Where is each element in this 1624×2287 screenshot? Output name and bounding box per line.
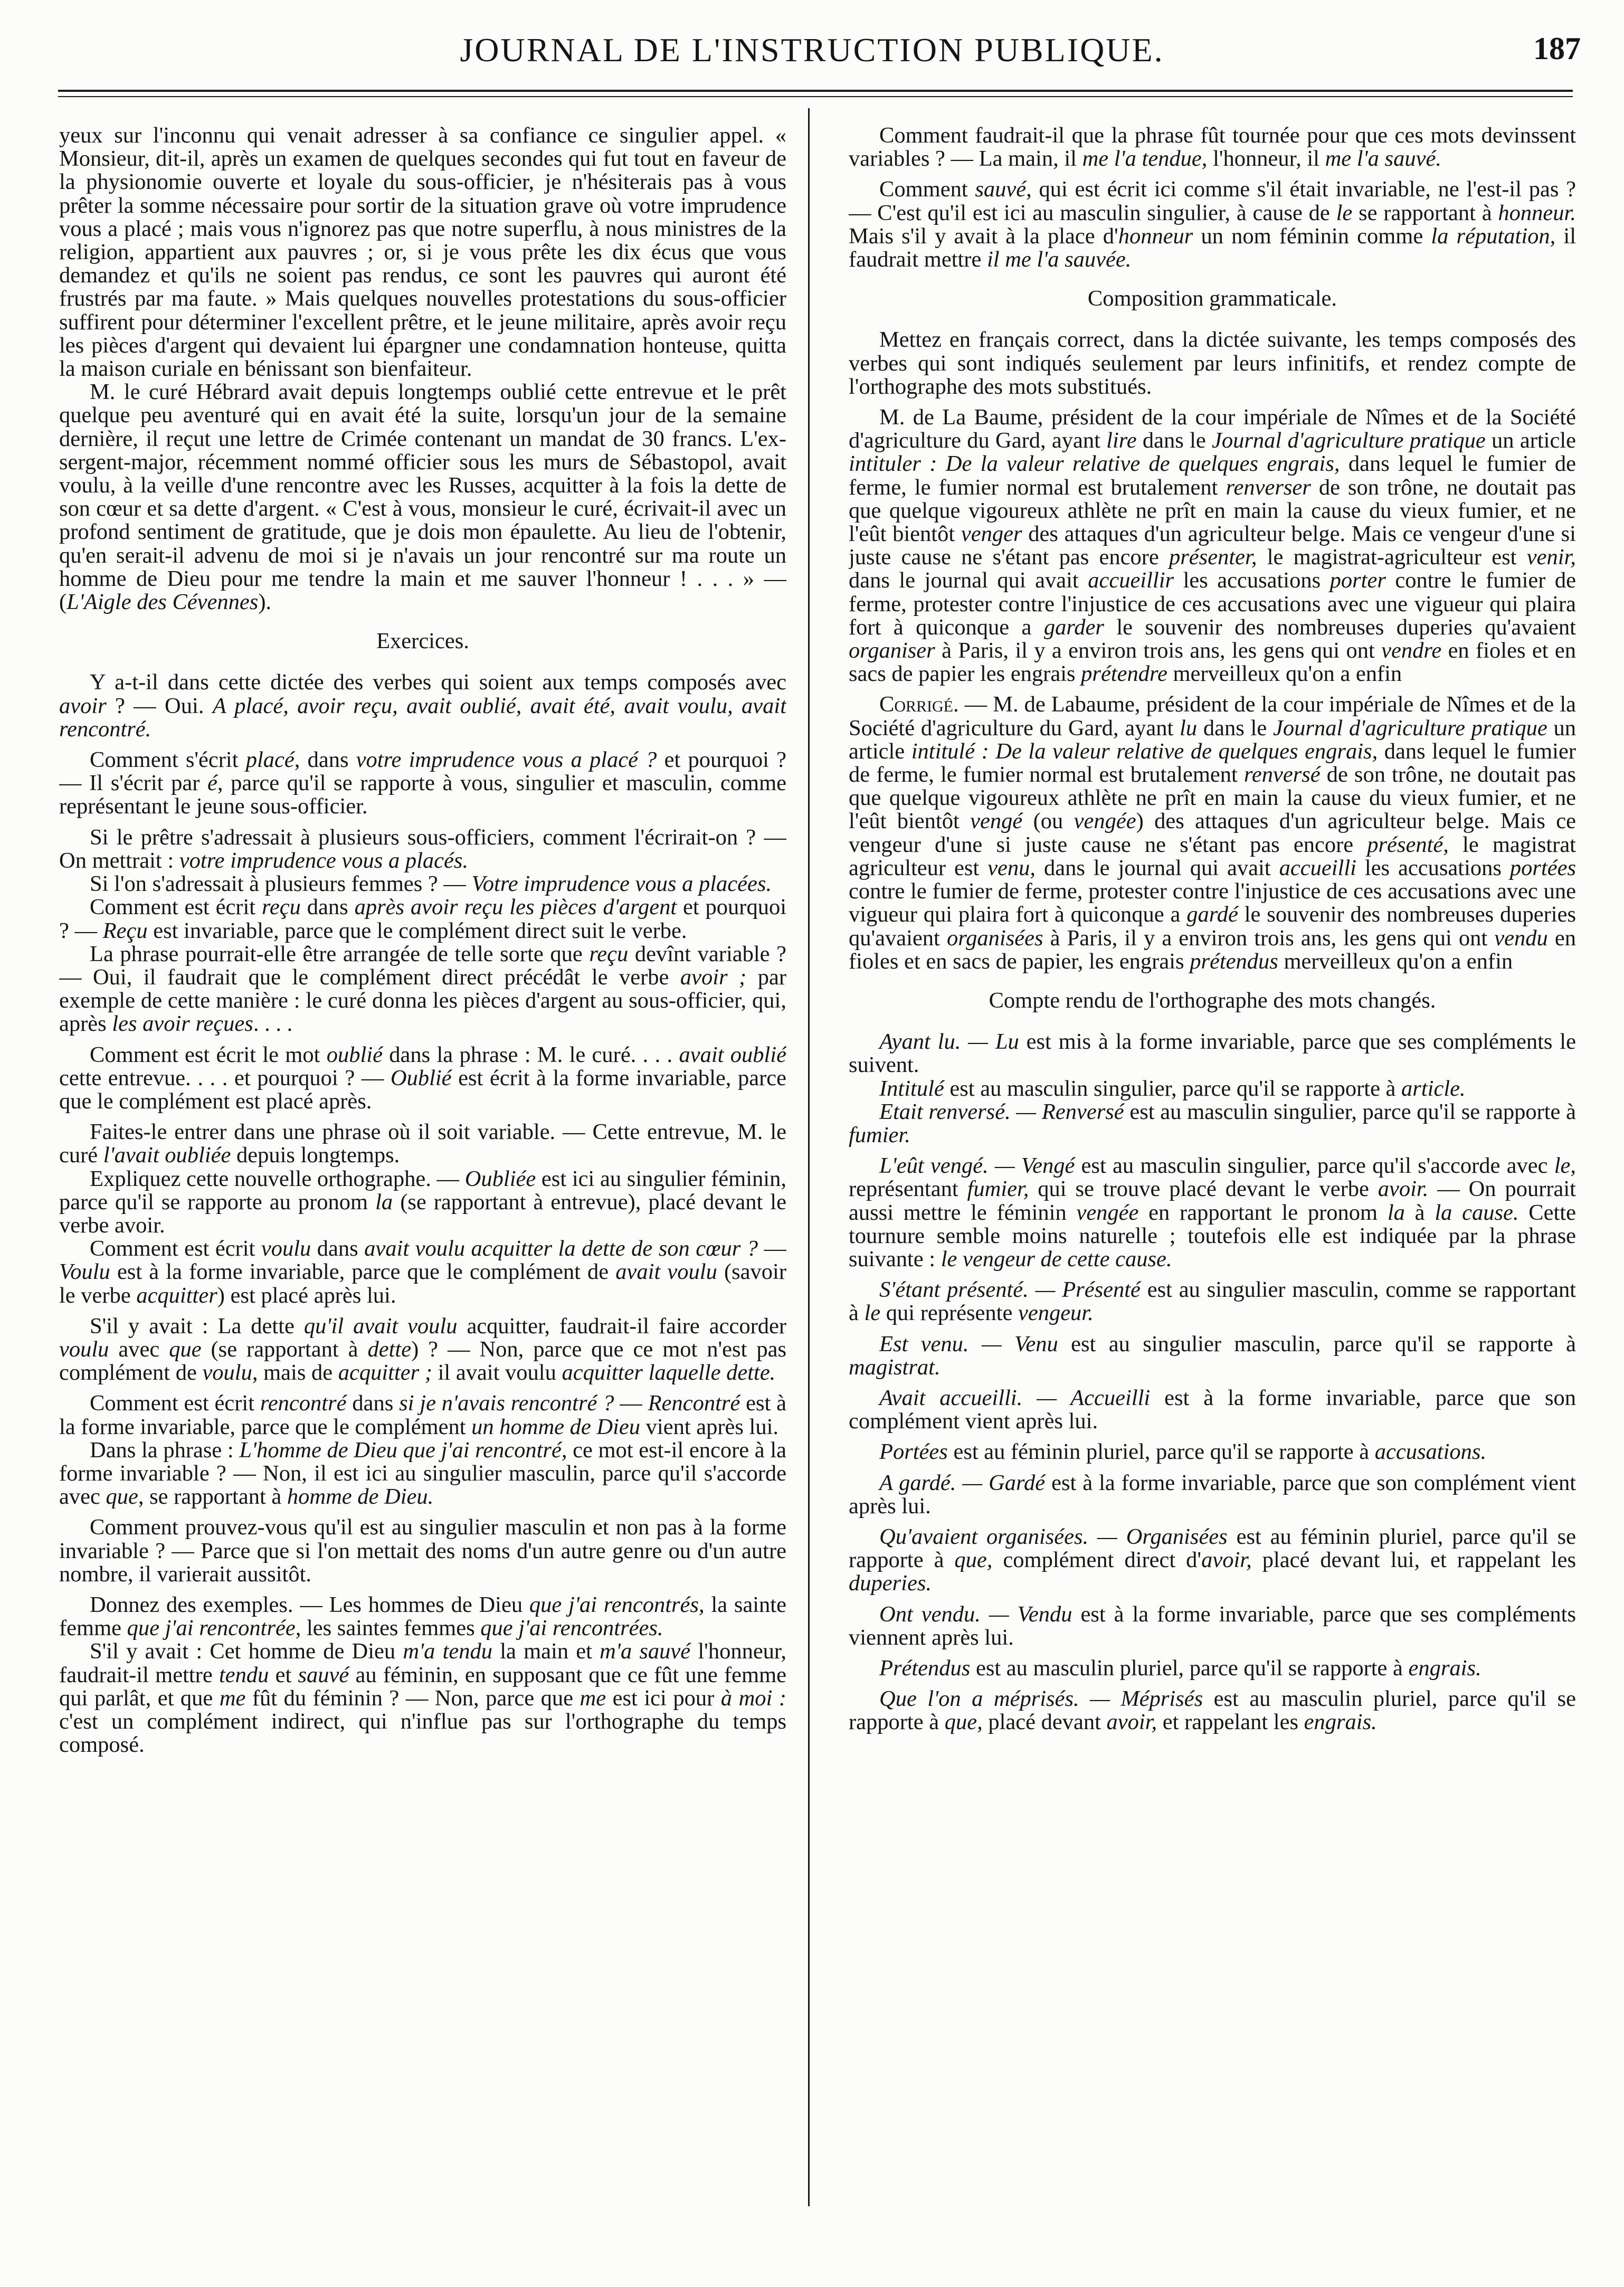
entry: L'eût vengé. — Vengé est au masculin singulier, parce qu'il s'accorde avec le, représentant fumier, qui se trouve placé devant le verbe avoir. — On pourrait aussi mettre le féminin vengée en rapportant le pronom la à la cause. Cette tournure semble moins naturelle ; toutefois elle est indiquée par la phrase suivante : le vengeur de cette cause. [849,1153,1576,1271]
entry: Ayant lu. — Lu est mis à la forme invariable, parce que ses compléments le suivent. [849,1029,1576,1078]
header-rule [58,90,1573,92]
left-column [59,124,786,1757]
paragraph: Y a-t-il dans cette dictée des verbes qui soient aux temps composés avec avoir ? — Oui. A placé, avoir reçu, avait oublié, avait été, avait voulu, avait rencontré. [59,670,786,742]
paragraph: Dans la phrase : L'homme de Dieu que j'ai rencontré, ce mot est-il encore à la forme invariable ? — Non, il est ici au singulier masculin, parce qu'il s'accorde avec que, se rapportant à homme de Dieu. [59,1437,786,1510]
paragraph: Comment est écrit voulu dans avait voulu acquitter la dette de son cœur ? — Voulu est à la forme invariable, parce que le complément de avait voulu (savoir le verbe acquitter) est placé après lui. [59,1236,786,1308]
page-number: 187 [1533,31,1581,66]
paragraph: La phrase pourrait-elle être arrangée de telle sorte que reçu devînt variable ? — Oui, il faudrait que le complément direct précédât le verbe avoir ; par exemple de cette manière : le curé donna les pièces d'argent au sous-officier, qui, après les avoir reçues. . . . [59,941,786,1037]
column-divider [808,108,810,2206]
entry: Portées est au féminin pluriel, parce qu'il se rapporte à accusations. [879,1439,1487,1465]
paragraph: S'il y avait : La dette qu'il avait voulu acquitter, faudrait-il faire accorder voulu avec que (se rapportant à dette) ? — Non, parce que ce mot n'est pas complément de voulu, mais de acquitter ; il avait voulu acquitter laquelle dette. [59,1313,786,1386]
paragraph: Comment faudrait-il que la phrase fût tournée pour que ces mots devinssent variables ? — La main, il me l'a tendue, l'honneur, il me l'a sauvé. [849,124,1576,172]
entry: Prétendus est au masculin pluriel, parce qu'il se rapporte à engrais. [879,1655,1481,1681]
entry: S'étant présenté. — Présenté est au singulier masculin, comme se rapportant à le qui représente vengeur. [849,1277,1576,1326]
section-heading-compte-rendu: Compte rendu de l'orthographe des mots changés. [989,988,1436,1013]
dictation-paragraph: M. de La Baume, président de la cour impériale de Nîmes et de la Société d'agriculture du Gard, ayant lire dans le Journal d'agriculture pratique un article intituler : De la valeur relative de quelques engrais, dans lequel le fumier de ferme, le fumier normal est brutalement renverser de son trône, ne doutait pas que quelque vigoureux athlète ne prît en main la cause du vieux fumier, et ne l'eût bientôt venger des attaques d'un agriculteur belge. Mais ce vengeur d'une si juste cause ne s'étant pas encore présenter, le magistrat-agriculteur est venir, dans le journal qui avait accueillir les accusations porter contre le fumier de ferme, protester contre l'injustice de ces accusations avec une vigueur qui plaira fort à quiconque a garder le souvenir des nombreuses duperies qu'avaient organiser à Paris, il y a environ trois ans, les gens qui ont vendre en fioles et en sacs de papier les engrais prétendre merveilleux qu'on a enfin [849,405,1576,687]
entry: Est venu. — Venu est au singulier masculin, parce qu'il se rapporte à magistrat. [849,1331,1576,1380]
entry: Etait renversé. — Renversé est au masculin singulier, parce qu'il se rapporte à fumier. [849,1099,1576,1147]
paragraph: Comment sauvé, qui est écrit ici comme s'il était invariable, ne l'est-il pas ? — C'est qu'il est ici au masculin singulier, à cause de le se rapportant à honneur. Mais s'il y avait à la place d'honneur un nom féminin comme la réputation, il faudrait mettre il me l'a sauvée. [849,177,1576,272]
paragraph: Comment est écrit le mot oublié dans la phrase : M. le curé. . . . avait oublié cette entrevue. . . . et pourquoi ? — Oublié est écrit à la forme invariable, parce que le complément est placé après. [59,1042,786,1114]
paragraph: Comment est écrit reçu dans après avoir reçu les pièces d'argent et pourquoi ? — Reçu est invariable, parce que le complément direct suit le verbe. [59,895,786,943]
paragraph: yeux sur l'inconnu qui venait adresser à sa confiance ce singulier appel. « Monsieur, dit-il, après un examen de quelques secondes qui fut tout en faveur de la physionomie ouverte et loyale du sous-officier, je n'hésiterais pas à vous prêter la somme nécessaire pour sortir de la situation grave où votre imprudence vous a placé ; mais vous n'ignorez pas que notre superflu, à nous ministres de la religion, appartient aux pauvres ; or, si je vous prête les dix écus que vous demandez et qu'ils ne soient pas rendus, ce sont les pauvres qui auront été frustrés par ma faute. » Mais quelques nouvelles protestations du sous-officier suffirent pour déterminer l'excellent prêtre, et le jeune militaire, après avoir reçu les pièces d'argent qui devaient lui épargner une condamnation honteuse, quitta la maison curiale en bénissant son bienfaiteur. [59,124,786,382]
entry: Avait accueilli. — Accueilli est à la forme invariable, parce que son complément vient après lui. [849,1385,1576,1434]
paragraph: M. le curé Hébrard avait depuis longtemps oublié cette entrevue et le prêt quelque peu aventuré qui en avait été la suite, lorsqu'un jour de la semaine dernière, il reçut une lettre de Crimée contenant un mandat de 30 francs. L'ex-sergent-major, récemment nommé officier sous les murs de Sébastopol, avait voulu, à la veille d'une rencontre avec les Russes, acquitter à la fois la dette de son cœur et sa dette d'argent. « C'est à vous, monsieur le curé, écrivait-il avec un profond sentiment de gratitude, que je dois mon épaulette. Au lieu de l'obtenir, qu'en serait-il advenu de moi si je n'avais un jour rencontré sur ma route un homme de Dieu pour me tendre la main et me sauver l'honneur ! . . . » — (L'Aigle des Cévennes). [59,379,786,615]
paragraph: Donnez des exemples. — Les hommes de Dieu que j'ai rencontrés, la sainte femme que j'ai rencontrée, les saintes femmes que j'ai rencontrées. [59,1592,786,1641]
running-header: JOURNAL DE L'INSTRUCTION PUBLIQUE. [460,31,1164,69]
paragraph: Comment est écrit rencontré dans si je n'avais rencontré ? — Rencontré est à la forme invariable, parce que le complément un homme de Dieu vient après lui. [59,1391,786,1439]
paragraph: S'il y avait : Cet homme de Dieu m'a tendu la main et m'a sauvé l'honneur, faudrait-il mettre tendu et sauvé au féminin, en supposant que ce fût une femme qui parlât, et que me fût du féminin ? — Non, parce que me est ici pour à moi : c'est un complément indirect, qui n'influe pas sur l'orthographe du temps composé. [59,1639,786,1757]
paragraph: Si l'on s'adressait à plusieurs femmes ? — Votre imprudence vous a placées. [90,871,772,897]
section-heading-exercices: Exercices. [376,629,469,654]
paragraph: Faites-le entrer dans une phrase où il soit variable. — Cette entrevue, M. le curé l'avait oubliée depuis longtemps. [59,1119,786,1168]
corrige-label: Corrigé. [879,692,959,717]
header-rule-thin [58,96,1573,97]
paragraph: Mettez en français correct, dans la dictée suivante, les temps composés des verbes qui sont indiqués seulement par leurs infinitifs, et rendez compte de l'orthographe des mots substitués. [849,327,1576,399]
entry: Ont vendu. — Vendu est à la forme invariable, parce que ses compléments viennent après lui. [849,1601,1576,1650]
entry: Que l'on a méprisés. — Méprisés est au masculin pluriel, parce qu'il se rapporte à que, placé devant avoir, et rappelant les engrais. [849,1686,1576,1734]
paragraph: Comment s'écrit placé, dans votre imprudence vous a placé ? et pourquoi ? — Il s'écrit par é, parce qu'il se rapporte à vous, singulier et masculin, comme représentant le jeune sous-officier. [59,747,786,819]
entry: A gardé. — Gardé est à la forme invariable, parce que son complément vient après lui. [849,1470,1576,1519]
paragraph: Comment prouvez-vous qu'il est au singulier masculin et non pas à la forme invariable ? — Parce que si l'on mettait des noms d'un autre genre ou d'un autre nombre, il varierait aussitôt. [59,1515,786,1587]
paragraph: Si le prêtre s'adressait à plusieurs sous-officiers, comment l'écrirait-on ? — On mettrait : votre imprudence vous a placés. [59,824,786,873]
entry: Qu'avaient organisées. — Organisées est au féminin pluriel, parce qu'il se rapporte à que, complément direct d'avoir, placé devant lui, et rappelant les duperies. [849,1524,1576,1596]
section-heading-composition: Composition grammaticale. [1087,286,1337,311]
right-column [849,124,1576,1734]
paragraph: Expliquez cette nouvelle orthographe. — Oubliée est ici au singulier féminin, parce qu'il se rapporte au pronom la (se rapportant à entrevue), placé devant le verbe avoir. [59,1166,786,1238]
entry: Intitulé est au masculin singulier, parce qu'il se rapporte à article. [879,1076,1466,1101]
corrige-paragraph: Corrigé. — M. de Labaume, président de la cour impériale de Nîmes et de la Société d'agriculture du Gard, ayant lu dans le Journal d'agriculture pratique un article intitulé : De la valeur relative de quelques engrais, dans lequel le fumier de ferme, le fumier normal est brutalement renversé de son trône, ne doutait pas que quelque vigoureux athlète ne prît en main la cause du vieux fumier, et ne l'eût bientôt vengé (ou vengée) des attaques d'un agriculteur belge. Mais ce vengeur d'une si juste cause ne s'étant pas encore présenté, le magistrat agriculteur est venu, dans le journal qui avait accueilli les accusations portées contre le fumier de ferme, protester contre l'injustice de ces accusations avec une vigueur qui plaira fort à quiconque a gardé le souvenir des nombreuses duperies qu'avaient organisées à Paris, il y a environ trois ans, les gens qui ont vendu en fioles et en sacs de papier, les engrais prétendus merveilleux qu'on a enfin [849,692,1576,974]
